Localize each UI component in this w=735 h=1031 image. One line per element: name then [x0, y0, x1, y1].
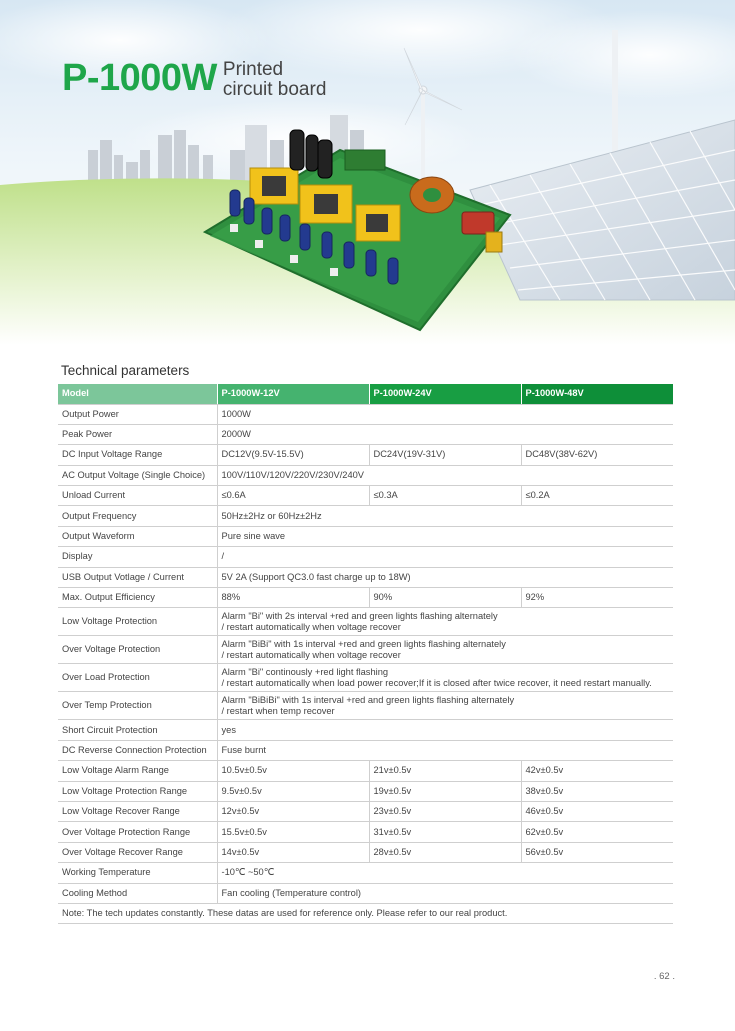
row-value-24v: DC24V(19V-31V) — [369, 445, 521, 465]
hero-illustration — [0, 0, 735, 345]
row-label: Output Power — [58, 404, 217, 424]
table-row — [58, 664, 673, 692]
row-value-line: / restart automatically when voltage recover — [221, 649, 401, 660]
row-value — [217, 608, 673, 636]
row-value-48v: 62v±0.5v — [521, 822, 673, 842]
table-row — [58, 404, 673, 424]
row-value-24v: 23v±0.5v — [369, 801, 521, 821]
row-label: Low Voltage Recover Range — [58, 801, 217, 821]
row-label: DC Input Voltage Range — [58, 445, 217, 465]
hero-banner — [0, 0, 735, 345]
product-title — [62, 58, 326, 100]
row-value-24v: 21v±0.5v — [369, 761, 521, 781]
page-number: . 62 . — [653, 971, 675, 982]
row-label: Low Voltage Protection Range — [58, 781, 217, 801]
row-value-12v: 14v±0.5v — [217, 842, 369, 862]
row-value-48v: 56v±0.5v — [521, 842, 673, 862]
row-value — [217, 664, 673, 692]
row-value: 2000W — [217, 424, 673, 444]
solar-panels — [470, 120, 735, 300]
table-note: Note: The tech updates constantly. These datas are used for reference only. Please refer to our real product. — [58, 903, 673, 923]
row-value-24v: 90% — [369, 588, 521, 608]
row-value: 100V/110V/120V/220V/230V/240V — [217, 465, 673, 485]
table-row — [58, 547, 673, 567]
row-value-48v: 92% — [521, 588, 673, 608]
table-row — [58, 883, 673, 903]
row-label: Max. Output Efficiency — [58, 588, 217, 608]
row-label: AC Output Voltage (Single Choice) — [58, 465, 217, 485]
table-row — [58, 445, 673, 465]
table-row — [58, 692, 673, 720]
row-value-12v: 88% — [217, 588, 369, 608]
spec-table — [58, 384, 673, 924]
table-header-row — [58, 384, 673, 404]
header-24v: P-1000W-24V — [369, 384, 521, 404]
table-row — [58, 740, 673, 760]
model-name: P-1000W — [62, 57, 217, 99]
table-row — [58, 567, 673, 587]
table-row — [58, 588, 673, 608]
row-value-line: Alarm "Bi" continously +red light flashing — [221, 666, 389, 677]
row-label: USB Output Votlage / Current — [58, 567, 217, 587]
table-row — [58, 526, 673, 546]
row-value-line: / restart automatically when voltage recover — [221, 621, 401, 632]
row-value-line: Alarm "BiBi" with 1s interval +red and green lights flashing alternately — [221, 638, 506, 649]
row-value-12v: 12v±0.5v — [217, 801, 369, 821]
table-row — [58, 465, 673, 485]
row-value-24v: 31v±0.5v — [369, 822, 521, 842]
table-row — [58, 486, 673, 506]
product-subtitle — [223, 60, 327, 100]
row-value: 50Hz±2Hz or 60Hz±2Hz — [217, 506, 673, 526]
table-row — [58, 822, 673, 842]
row-value — [217, 636, 673, 664]
subtitle-line-2: circuit board — [222, 79, 327, 100]
row-label: Over Voltage Recover Range — [58, 842, 217, 862]
row-value-48v: 46v±0.5v — [521, 801, 673, 821]
table-row — [58, 863, 673, 883]
row-label: Output Frequency — [58, 506, 217, 526]
row-value-line: / restart automatically when load power recover;If it is closed after twice recover, it need restart manually. — [221, 677, 652, 688]
row-value-48v: DC48V(38V-62V) — [521, 445, 673, 465]
row-label: Low Voltage Protection — [58, 608, 217, 636]
table-row — [58, 720, 673, 740]
row-value-line: Alarm "BiBiBi" with 1s interval +red and green lights flashing alternately — [221, 694, 515, 705]
subtitle-line-1: Printed — [222, 59, 284, 80]
table-row — [58, 608, 673, 636]
table-row — [58, 842, 673, 862]
row-label: Over Load Protection — [58, 664, 217, 692]
row-value: 1000W — [217, 404, 673, 424]
row-label: Working Temperature — [58, 863, 217, 883]
row-value-line: Alarm "Bi" with 2s interval +red and green lights flashing alternately — [221, 610, 498, 621]
row-value: 5V 2A (Support QC3.0 fast charge up to 18W) — [217, 567, 673, 587]
row-value — [217, 692, 673, 720]
table-row — [58, 761, 673, 781]
row-label: Low Voltage Alarm Range — [58, 761, 217, 781]
row-label: Unload Current — [58, 486, 217, 506]
row-label: Short Circuit Protection — [58, 720, 217, 740]
row-value-24v: 19v±0.5v — [369, 781, 521, 801]
table-row — [58, 636, 673, 664]
header-12v: P-1000W-12V — [217, 384, 369, 404]
row-value: Fan cooling (Temperature control) — [217, 883, 673, 903]
table-row — [58, 781, 673, 801]
row-value-48v: 42v±0.5v — [521, 761, 673, 781]
row-label: Display — [58, 547, 217, 567]
row-value: Fuse burnt — [217, 740, 673, 760]
row-label: Over Voltage Protection — [58, 636, 217, 664]
section-title: Technical parameters — [61, 363, 190, 378]
row-value-line: / restart when temp recover — [221, 705, 335, 716]
row-value-12v: 9.5v±0.5v — [217, 781, 369, 801]
header-48v: P-1000W-48V — [521, 384, 673, 404]
row-label: Peak Power — [58, 424, 217, 444]
row-value: yes — [217, 720, 673, 740]
row-value: -10℃ ~50℃ — [217, 863, 673, 883]
row-value-12v: DC12V(9.5V-15.5V) — [217, 445, 369, 465]
row-value-48v: ≤0.2A — [521, 486, 673, 506]
row-value-24v: ≤0.3A — [369, 486, 521, 506]
row-label: Over Voltage Protection Range — [58, 822, 217, 842]
row-label: DC Reverse Connection Protection — [58, 740, 217, 760]
row-label: Cooling Method — [58, 883, 217, 903]
table-row — [58, 424, 673, 444]
row-value-12v: 10.5v±0.5v — [217, 761, 369, 781]
row-value: / — [217, 547, 673, 567]
table-note-row — [58, 903, 673, 923]
row-value-12v: 15.5v±0.5v — [217, 822, 369, 842]
row-value-24v: 28v±0.5v — [369, 842, 521, 862]
table-row — [58, 506, 673, 526]
row-label: Over Temp Protection — [58, 692, 217, 720]
row-value-48v: 38v±0.5v — [521, 781, 673, 801]
row-value: Pure sine wave — [217, 526, 673, 546]
table-body — [58, 404, 673, 924]
row-label: Output Waveform — [58, 526, 217, 546]
table-row — [58, 801, 673, 821]
row-value-12v: ≤0.6A — [217, 486, 369, 506]
header-model: Model — [58, 384, 217, 404]
